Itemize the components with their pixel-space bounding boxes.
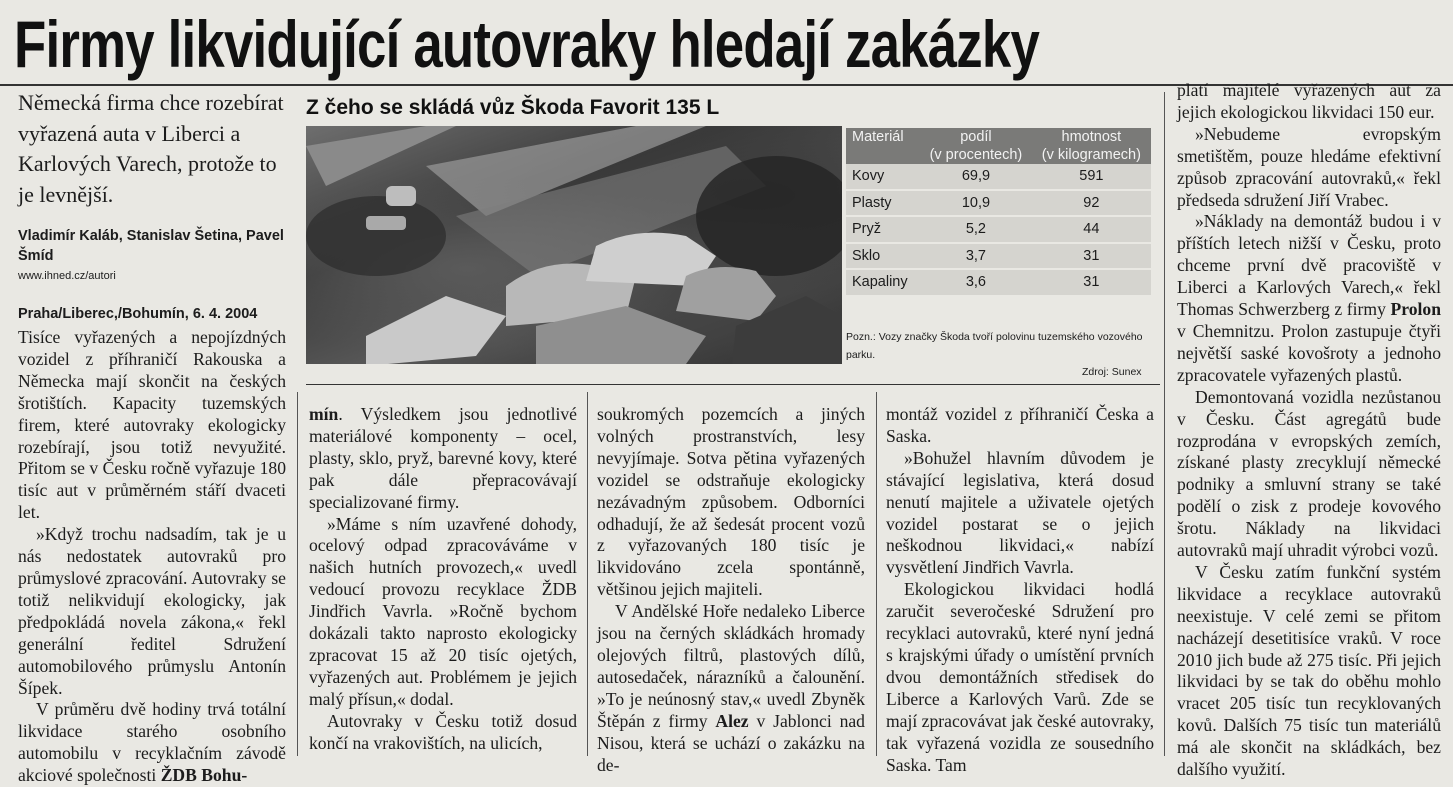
col5-paragraph-3 [1177, 211, 1441, 386]
divider-3 [876, 392, 877, 756]
header-material: Materiál [846, 128, 920, 146]
divider-1 [297, 392, 298, 756]
byline-url[interactable]: www.ihned.cz/autori [18, 270, 116, 282]
table-row [846, 269, 1151, 296]
byline-authors: Vladimír Kaláb, Stanislav Šetina, Pavel Šmíd [18, 228, 284, 264]
scrapyard-photo [306, 126, 842, 364]
col5-paragraph-2: »Nebudeme evropským smetištěm, pouze hledáme efektivní způsob zpracování autovraků,« řekl předseda sdružení Jiří Vrabec. [1177, 123, 1441, 210]
column-4 [886, 404, 1154, 776]
header-weight-unit: (v kilogramech) [1032, 146, 1151, 164]
col5-paragraph-3-before: »Náklady na demontáž budou i v příštích letech nižší v Česku, proto chceme první dvě pracoviště v Liberci a Karlových Varech,« řekl Thomas Schwerzberg z firmy [1177, 211, 1441, 320]
col4-paragraph-3: Ekologickou likvidaci hodlá zaručit severočeské Sdružení pro recyklaci autovraků, které nyní jedná s krajskými úřady o umístění prvních dvou demontážních středisek do Liberce a Karlových Varů. Zde se mají zpracovávat jak české autovraky, tak vyřazená vozidla ze sousedního Saska. Tam [886, 579, 1155, 775]
table-row [846, 164, 1151, 190]
header-share: podíl [920, 128, 1032, 146]
chart-source: Zdroj: Sunex [1082, 366, 1142, 378]
column-3 [597, 404, 865, 776]
col3-paragraph-2-after: v Jablonci nad Nisou, která se uchází o zakázku na de- [597, 710, 865, 775]
col2-paragraph-1-text: . Výsledkem jsou jednotlivé materiálové komponenty – ocel, plasty, sklo, pryž, barevné kovy, které pak dále přepracovávají specializované firmy. [309, 404, 577, 512]
table-row [846, 190, 1151, 217]
col5-paragraph-5: V Česku zatím funkční systém likvidace a recyklace autovraků neexistuje. V celé zemi se přitom nacházejí desetitisíce vraků. V roce 2010 jich bude až 275 tisíc. Při jejich likvidaci by se tak do oběhu mohlo vracet 205 tisíc tun recyklovaných kovů. Dalších 75 tisíc tun materiálů má ale skončit na skládkách, bez dalšího využití. [1177, 561, 1441, 780]
col2-paragraph-2: »Máme s ním uzavřené dohody, ocelový odpad zpracováváme v našich hutních provozech,« uvedl vedoucí provozu recyklace ŽDB Jindřich Vavrla. »Ročně bychom dokázali takto naprosto ekologicky zpracovat 15 až 20 tisíc ojetých, vyřazených aut. Problémem je jejich malý přísun,« dodal. [309, 513, 577, 709]
col5-paragraph-1: platí majitelé vyřazených aut za jejich ekologickou likvidaci 150 eur. [1177, 80, 1441, 122]
column-2 [309, 404, 577, 755]
cell-weight: 31 [1032, 243, 1151, 270]
col5-paragraph-4: Demontovaná vozidla nezůstanou v Česku. Část agregátů bude rozprodána v evropských zemích, získané plasty zrecyklují německé podniky a smluvní strany se také podělí o zisk z prodeje kovového šrotu. Náklady na likvidaci autovraků mají uhradit výrobci vozů. [1177, 386, 1441, 561]
lead-paragraph: Německá firma chce rozebírat vyřazená auta v Liberci a Karlových Varech, protože to je levnější. [18, 90, 284, 207]
chart-note [846, 328, 1146, 364]
chart-title: Z čeho se skládá vůz Škoda Favorit 135 L [306, 96, 720, 119]
table-row [846, 243, 1151, 270]
col2-bold-company: mín [309, 404, 339, 424]
cell-weight: 44 [1032, 216, 1151, 243]
col2-paragraph-3: Autovraky v Česku totiž dosud končí na vrakovištích, na ulicích, [309, 710, 577, 753]
cell-weight: 591 [1032, 164, 1151, 190]
scrapyard-illustration [306, 126, 842, 364]
header-blank [846, 146, 920, 164]
col3-bold-company: Alez [715, 710, 749, 731]
col1-paragraph-3-text: V průměru dvě hodiny trvá totální likvidace starého osobního automobilu v recyklačním závodě akciové společnosti [18, 699, 286, 786]
cell-material: Kovy [846, 164, 920, 190]
header-share-unit: (v procentech) [920, 146, 1032, 164]
divider-4 [1164, 92, 1165, 756]
chart-bottom-rule [306, 384, 1160, 385]
col3-paragraph-2-before: V Andělské Hoře nedaleko Liberce jsou na černých skládkách hromady olejových filtrů, plastových dílů, autosedaček, nárazníků a čalounění. »To je neúnosný stav,« uvedl Zbyněk Štěpán z firmy [597, 601, 865, 731]
column-5 [1177, 80, 1441, 781]
divider-2 [587, 392, 588, 756]
cell-material: Sklo [846, 243, 920, 270]
table-row [846, 216, 1151, 243]
col3-paragraph-2 [597, 601, 865, 776]
col3-paragraph-1: soukromých pozemcích a jiných volných prostranstvích, lesy nevyjímaje. Sotva pětina vyřazených vozidel se odstraňuje ekologicky nezávadným způsobem. Odborníci odhadují, že až šedesát procent vozů z vyřazovaných 180 tisíc je likvidováno zcela spontánně, většinou jejich majiteli. [597, 404, 865, 600]
cell-share: 5,2 [920, 216, 1032, 243]
cell-weight: 92 [1032, 190, 1151, 217]
column-1 [18, 327, 286, 787]
cell-share: 69,9 [920, 164, 1032, 190]
cell-share: 3,7 [920, 243, 1032, 270]
cell-material: Pryž [846, 216, 920, 243]
col1-paragraph-3 [18, 699, 286, 787]
col1-bold-company: ŽDB Bohu- [160, 765, 248, 786]
col4-paragraph-2: »Bohužel hlavním důvodem je stávající legislativa, která dosud nenutí majitele a uživatele ojetých vozidel postarat se o jejich neškodnou likvidaci,« nabízí vysvětlení Jindřich Vavrla. [886, 447, 1154, 578]
col5-paragraph-3-after: v Chemnitzu. Prolon zastupuje čtyři největší saské kovošroty a jednoho zpracovatele vyřazených plastů. [1177, 320, 1441, 385]
header-weight: hmotnost [1032, 128, 1151, 146]
dateline: Praha/Liberec,/Bohumín, 6. 4. 2004 [18, 306, 258, 322]
col2-paragraph-1 [309, 404, 577, 514]
col1-paragraph-1: Tisíce vyřazených a nepojízdných vozidel z příhraničí Rakouska a Německa mají skončit na českých šrotištích. Kapacity tuzemských firem, které autovraky ekologicky rozebírají, jsou totiž nevyužité. Přitom se v Česku ročně vyřazuje 180 tisíc aut v průměrném stáří dvaceti let. [18, 327, 286, 523]
cell-share: 10,9 [920, 190, 1032, 217]
cell-material: Plasty [846, 190, 920, 217]
cell-share: 3,6 [920, 269, 1032, 296]
chart-note-label: Pozn.: [846, 331, 876, 343]
headline: Firmy likvidující autovraky hledají zakázky [14, 7, 1040, 81]
cell-weight: 31 [1032, 269, 1151, 296]
col1-paragraph-2: »Když trochu nadsadím, tak je u nás nedostatek autovraků pro průmyslové zpracování. Autovraky se totiž nelikvidují ekologicky, jak předpokládá novela zákona,« řekl generální ředitel Sdružení automobilového průmyslu Antonín Šípek. [18, 524, 286, 698]
col5-bold-company: Prolon [1390, 299, 1441, 320]
col4-paragraph-1: montáž vozidel z příhraničí Česka a Saska. [886, 404, 1154, 446]
cell-material: Kapaliny [846, 269, 920, 296]
composition-table [846, 128, 1151, 297]
chart-note-text: Vozy značky Škoda tvoří polovinu tuzemského vozového parku. [846, 331, 1143, 361]
